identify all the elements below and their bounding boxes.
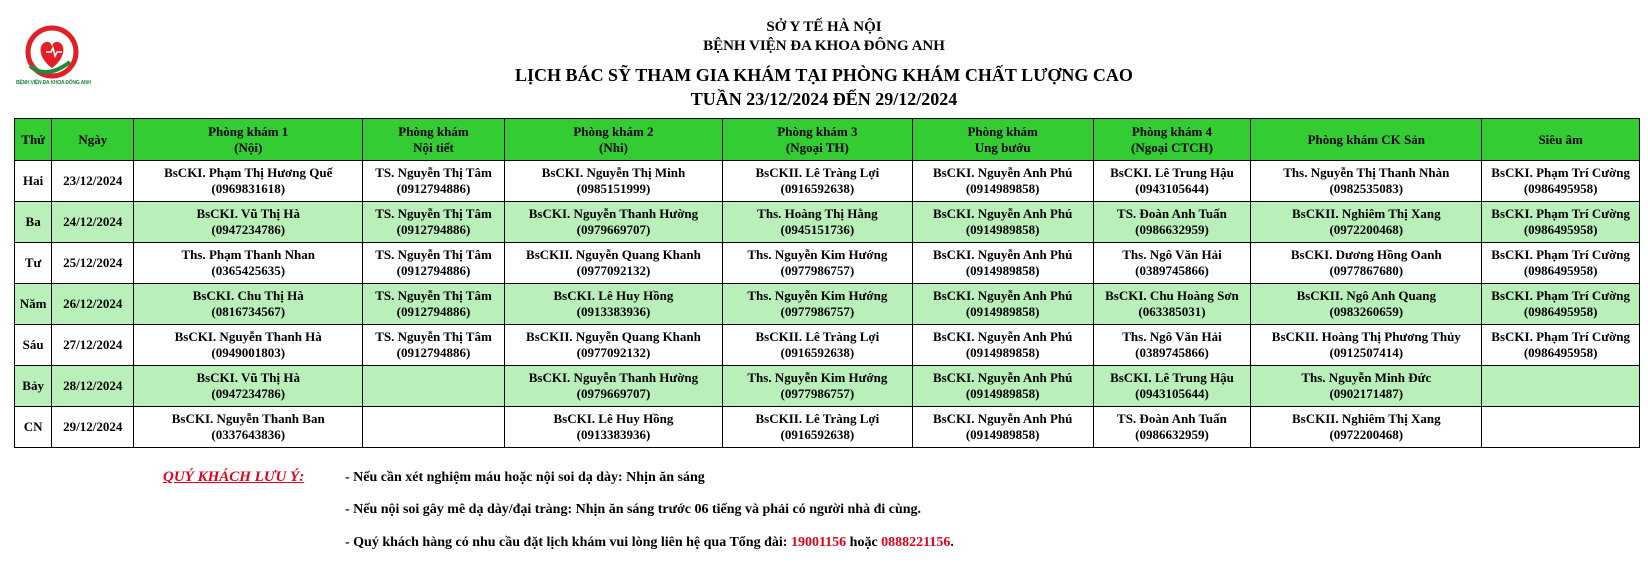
doctor-phone: (0914989858): [965, 427, 1040, 442]
column-header-line: Ngày: [78, 131, 108, 147]
doctor-cell: [504, 284, 722, 325]
doctor-phone: (0914989858): [965, 386, 1040, 401]
doctor-phone: (0977986757): [780, 263, 855, 278]
notice-line-3-end: .: [950, 535, 954, 550]
doctor-name: BsCKI. Lê Huy Hồng: [553, 411, 674, 426]
date-cell: 23/12/2024: [52, 161, 134, 202]
doctor-schedule-table: [14, 118, 1640, 448]
doctor-phone: (0986495958): [1523, 263, 1598, 278]
doctor-phone: (0816734567): [211, 304, 286, 319]
column-header-line: Phòng khám CK Sản: [1307, 131, 1425, 147]
doctor-cell: [1093, 284, 1251, 325]
hotline-1: 19001156: [790, 535, 847, 550]
doctor-cell: [504, 161, 722, 202]
doctor-phone: (0977092132): [576, 263, 651, 278]
doctor-phone: (0912794886): [396, 304, 471, 319]
doctor-name: Ths. Ngô Văn Hải: [1122, 329, 1222, 344]
logo-caption: BỆNH VIỆN ĐA KHOA ĐÔNG ANH: [16, 80, 91, 86]
doctor-name: BsCKI. Nguyễn Anh Phú: [932, 165, 1073, 180]
doctor-cell: [1093, 202, 1251, 243]
doctor-cell: [912, 202, 1093, 243]
doctor-name: TS. Đoàn Anh Tuấn: [1117, 411, 1227, 426]
doctor-name: BsCKI. Phạm Trí Cường: [1491, 206, 1631, 221]
column-header-line: (Nhi): [599, 139, 628, 155]
doctor-name: BsCKI. Vũ Thị Hà: [196, 370, 300, 385]
hospital-name: BỆNH VIỆN ĐA KHOA ĐÔNG ANH: [703, 38, 945, 54]
doctor-cell: [1251, 243, 1482, 284]
doctor-phone: (0986632959): [1135, 222, 1209, 237]
doctor-phone: (0943105644): [1135, 181, 1209, 196]
date-cell: 28/12/2024: [52, 366, 134, 407]
doctor-name: BsCKI. Vũ Thị Hà: [196, 206, 300, 221]
doctor-phone: (0977867680): [1329, 263, 1404, 278]
doctor-cell: [1482, 407, 1640, 448]
doctor-name: BsCKI. Lê Trung Hậu: [1110, 165, 1234, 180]
doctor-phone: (0979669707): [576, 222, 651, 237]
table-row: [15, 407, 1640, 448]
doctor-cell: [363, 202, 505, 243]
doctor-phone: (0969831618): [211, 181, 286, 196]
date-cell: 29/12/2024: [52, 407, 134, 448]
doctor-cell: [134, 202, 363, 243]
table-row: [15, 325, 1640, 366]
doctor-name: BsCKII. Nghiêm Thị Xang: [1292, 411, 1441, 426]
doctor-phone: (0982535083): [1329, 181, 1404, 196]
doctor-name: Ths. Nguyễn Minh Đức: [1301, 370, 1432, 385]
doctor-name: BsCKI. Chu Thị Hà: [192, 288, 304, 303]
doctor-name: BsCKI. Lê Trung Hậu: [1110, 370, 1234, 385]
doctor-name: BsCKII. Hoàng Thị Phương Thủy: [1271, 329, 1461, 344]
doctor-cell: [912, 366, 1093, 407]
doctor-cell: [912, 243, 1093, 284]
doctor-cell: [504, 243, 722, 284]
doctor-name: BsCKI. Nguyễn Anh Phú: [932, 288, 1073, 303]
doctor-name: BsCKII. Nguyễn Quang Khanh: [526, 247, 701, 262]
column-header-line: Phòng khám 2: [573, 123, 654, 139]
doctor-cell: [504, 202, 722, 243]
doctor-phone: (0389745866): [1135, 345, 1209, 360]
doctor-cell: [1251, 202, 1482, 243]
weekday-cell: CN: [15, 407, 52, 448]
doctor-cell: [504, 325, 722, 366]
doctor-name: BsCKI. Phạm Trí Cường: [1491, 247, 1631, 262]
column-header: [15, 119, 52, 161]
doctor-name: BsCKII. Ngô Anh Quang: [1296, 288, 1437, 303]
doctor-name: TS. Nguyễn Thị Tâm: [375, 206, 492, 221]
weekday-cell: Tư: [15, 243, 52, 284]
doctor-cell: [723, 161, 913, 202]
doctor-phone: (0947234786): [211, 386, 286, 401]
doctor-name: BsCKI. Nguyễn Thanh Hường: [528, 370, 699, 385]
notice-line-3-text: - Quý khách hàng có nhu cầu đặt lịch khám vui lòng liên hệ qua Tổng đài:: [345, 535, 791, 550]
doctor-cell: [1482, 161, 1640, 202]
doctor-name: Ths. Ngô Văn Hải: [1122, 247, 1222, 262]
doctor-name: BsCKI. Nguyễn Anh Phú: [932, 206, 1073, 221]
column-header-line: (Ngoại CTCH): [1130, 139, 1213, 155]
doctor-cell: [1093, 161, 1251, 202]
doctor-name: BsCKII. Lê Tràng Lợi: [755, 165, 880, 180]
doctor-name: BsCKI. Phạm Trí Cường: [1491, 165, 1631, 180]
column-header-line: Phòng khám 3: [777, 123, 858, 139]
doctor-phone: (0943105644): [1135, 386, 1209, 401]
notice-line-3-mid: hoặc: [846, 535, 882, 550]
doctor-cell: [723, 243, 913, 284]
doctor-cell: [723, 407, 913, 448]
doctor-cell: [1093, 366, 1251, 407]
column-header-line: Phòng khám 4: [1131, 123, 1213, 139]
page-title: LỊCH BÁC SỸ THAM GIA KHÁM TẠI PHÒNG KHÁM CHẤT LƯỢNG CAO: [515, 65, 1133, 85]
column-header: [504, 119, 722, 161]
table-row: [15, 243, 1640, 284]
weekday-cell: Sáu: [15, 325, 52, 366]
doctor-phone: (0985151999): [576, 181, 651, 196]
doctor-phone: (0972200468): [1329, 427, 1404, 442]
doctor-cell: [912, 325, 1093, 366]
doctor-phone: (0916592638): [780, 427, 855, 442]
doctor-phone: (0947234786): [211, 222, 286, 237]
doctor-cell: [1251, 407, 1482, 448]
doctor-phone: (0977986757): [780, 386, 855, 401]
doctor-name: BsCKI. Phạm Trí Cường: [1491, 329, 1631, 344]
doctor-name: BsCKI. Nguyễn Thị Minh: [541, 165, 686, 180]
doctor-name: BsCKI. Dương Hồng Oanh: [1290, 247, 1442, 262]
doctor-name: TS. Nguyễn Thị Tâm: [375, 329, 492, 344]
doctor-phone: (0986495958): [1523, 222, 1598, 237]
doctor-cell: [1093, 243, 1251, 284]
hotline-2: 0888221156: [881, 535, 951, 550]
date-cell: 24/12/2024: [52, 202, 134, 243]
doctor-phone: (0914989858): [965, 304, 1040, 319]
doctor-cell: [912, 161, 1093, 202]
doctor-phone: (0979669707): [576, 386, 651, 401]
doctor-phone: (0913383936): [576, 304, 651, 319]
doctor-phone: (0365425635): [211, 263, 286, 278]
doctor-cell: [134, 284, 363, 325]
column-header-line: Phòng khám 1: [208, 123, 289, 139]
column-header-line: Thứ: [21, 131, 45, 147]
doctor-phone: (0914989858): [965, 345, 1040, 360]
doctor-phone: (0986495958): [1523, 304, 1598, 319]
notice-line-3: [345, 535, 954, 551]
doctor-name: BsCKI. Nguyễn Thanh Ban: [171, 411, 325, 426]
doctor-cell: [723, 202, 913, 243]
doctor-name: BsCKI. Nguyễn Thanh Hà: [174, 329, 322, 344]
doctor-cell: [1251, 325, 1482, 366]
column-header-line: (Ngoại TH): [785, 139, 849, 155]
doctor-cell: [1093, 407, 1251, 448]
doctor-cell: [723, 325, 913, 366]
doctor-name: Ths. Nguyễn Kim Hướng: [747, 247, 888, 262]
doctor-cell: [723, 284, 913, 325]
doctor-phone: (0986495958): [1523, 181, 1598, 196]
weekday-cell: Năm: [15, 284, 52, 325]
doctor-phone: (0902171487): [1329, 386, 1404, 401]
doctor-cell: [363, 407, 505, 448]
column-header: [723, 119, 913, 161]
doctor-name: BsCKI. Phạm Trí Cường: [1491, 288, 1631, 303]
doctor-cell: [363, 243, 505, 284]
notice-line-2: - Nếu nội soi gây mê dạ dày/đại tràng: Nhịn ăn sáng trước 06 tiếng và phải có người nhà đi cùng.: [345, 502, 922, 517]
doctor-phone: (063385031): [1138, 304, 1206, 319]
weekday-cell: Hai: [15, 161, 52, 202]
doctor-phone: (0949001803): [211, 345, 286, 360]
doctor-cell: [1482, 284, 1640, 325]
doctor-phone: (0912507414): [1329, 345, 1404, 360]
doctor-phone: (0912794886): [396, 222, 471, 237]
column-header: [134, 119, 363, 161]
doctor-phone: (0389745866): [1135, 263, 1209, 278]
doctor-phone: (0914989858): [965, 222, 1040, 237]
doctor-cell: [134, 161, 363, 202]
doctor-cell: [504, 366, 722, 407]
doctor-name: TS. Nguyễn Thị Tâm: [375, 165, 492, 180]
doctor-cell: [1251, 366, 1482, 407]
doctor-name: BsCKI. Nguyễn Anh Phú: [932, 411, 1073, 426]
doctor-phone: (0914989858): [965, 181, 1040, 196]
doctor-name: BsCKI. Nguyễn Thanh Hường: [528, 206, 699, 221]
department-name: SỞ Y TẾ HÀ NỘI: [766, 19, 882, 35]
notice-line-1: - Nếu cần xét nghiệm máu hoặc nội soi dạ dày: Nhịn ăn sáng: [345, 470, 705, 485]
doctor-phone: (0912794886): [396, 181, 471, 196]
notice-title: QUÝ KHÁCH LƯU Ý:: [163, 469, 305, 485]
doctor-name: Ths. Nguyễn Kim Hướng: [747, 288, 888, 303]
doctor-cell: [912, 284, 1093, 325]
doctor-cell: [363, 284, 505, 325]
table-header-row: [15, 119, 1640, 161]
column-header: [1482, 119, 1640, 161]
doctor-cell: [1482, 325, 1640, 366]
date-cell: 26/12/2024: [52, 284, 134, 325]
doctor-name: TS. Nguyễn Thị Tâm: [375, 247, 492, 262]
doctor-name: BsCKI. Nguyễn Anh Phú: [932, 329, 1073, 344]
doctor-phone: (0983260659): [1329, 304, 1404, 319]
doctor-name: BsCKII. Nguyễn Quang Khanh: [526, 329, 701, 344]
column-header-line: Phòng khám: [967, 123, 1038, 139]
column-header-line: Nội tiết: [413, 139, 454, 155]
doctor-phone: (0916592638): [780, 181, 855, 196]
doctor-cell: [134, 325, 363, 366]
doctor-phone: (0977986757): [780, 304, 855, 319]
doctor-name: BsCKI. Nguyễn Anh Phú: [932, 247, 1073, 262]
table-row: [15, 202, 1640, 243]
doctor-phone: (0972200468): [1329, 222, 1404, 237]
weekday-cell: Bảy: [15, 366, 52, 407]
table-row: [15, 366, 1640, 407]
column-header-line: Ung bướu: [974, 139, 1031, 155]
doctor-cell: [134, 366, 363, 407]
doctor-phone: (0337643836): [211, 427, 286, 442]
doctor-name: BsCKI. Nguyễn Anh Phú: [932, 370, 1073, 385]
doctor-cell: [1482, 243, 1640, 284]
table-row: [15, 284, 1640, 325]
doctor-cell: [1251, 161, 1482, 202]
doctor-cell: [134, 243, 363, 284]
doctor-name: BsCKI. Phạm Thị Hương Quế: [164, 165, 333, 180]
doctor-cell: [363, 325, 505, 366]
doctor-cell: [363, 366, 505, 407]
doctor-name: BsCKI. Lê Huy Hồng: [553, 288, 674, 303]
doctor-phone: (0977092132): [576, 345, 651, 360]
doctor-cell: [723, 366, 913, 407]
doctor-name: Ths. Hoàng Thị Hằng: [757, 206, 878, 221]
doctor-name: BsCKII. Lê Tràng Lợi: [755, 411, 880, 426]
doctor-cell: [504, 407, 722, 448]
doctor-phone: (0986632959): [1135, 427, 1209, 442]
column-header: [912, 119, 1093, 161]
doctor-name: BsCKI. Chu Hoàng Sơn: [1105, 288, 1239, 303]
column-header-line: Siêu âm: [1538, 131, 1583, 147]
weekday-cell: Ba: [15, 202, 52, 243]
doctor-name: TS. Đoàn Anh Tuấn: [1117, 206, 1227, 221]
doctor-phone: (0913383936): [576, 427, 651, 442]
doctor-name: TS. Nguyễn Thị Tâm: [375, 288, 492, 303]
doctor-cell: [1093, 325, 1251, 366]
doctor-cell: [134, 407, 363, 448]
week-range: TUẦN 23/12/2024 ĐẾN 29/12/2024: [690, 89, 958, 109]
doctor-cell: [912, 407, 1093, 448]
column-header: [1251, 119, 1482, 161]
column-header-line: Phòng khám: [398, 123, 469, 139]
doctor-phone: (0914989858): [965, 263, 1040, 278]
doctor-cell: [1482, 366, 1640, 407]
column-header: [1093, 119, 1251, 161]
doctor-name: Ths. Nguyễn Kim Hướng: [747, 370, 888, 385]
doctor-name: Ths. Nguyễn Thị Thanh Nhàn: [1283, 165, 1450, 180]
column-header: [363, 119, 505, 161]
table-row: [15, 161, 1640, 202]
doctor-phone: (0916592638): [780, 345, 855, 360]
date-cell: 27/12/2024: [52, 325, 134, 366]
doctor-name: BsCKII. Nghiêm Thị Xang: [1292, 206, 1441, 221]
doctor-cell: [1251, 284, 1482, 325]
doctor-name: Ths. Phạm Thanh Nhan: [181, 247, 315, 262]
doctor-phone: (0986495958): [1523, 345, 1598, 360]
doctor-phone: (0912794886): [396, 263, 471, 278]
doctor-name: BsCKII. Lê Tràng Lợi: [755, 329, 880, 344]
doctor-cell: [363, 161, 505, 202]
column-header-line: (Nội): [234, 139, 263, 155]
doctor-cell: [1482, 202, 1640, 243]
column-header: [52, 119, 134, 161]
date-cell: 25/12/2024: [52, 243, 134, 284]
doctor-phone: (0912794886): [396, 345, 471, 360]
doctor-phone: (0945151736): [780, 222, 855, 237]
